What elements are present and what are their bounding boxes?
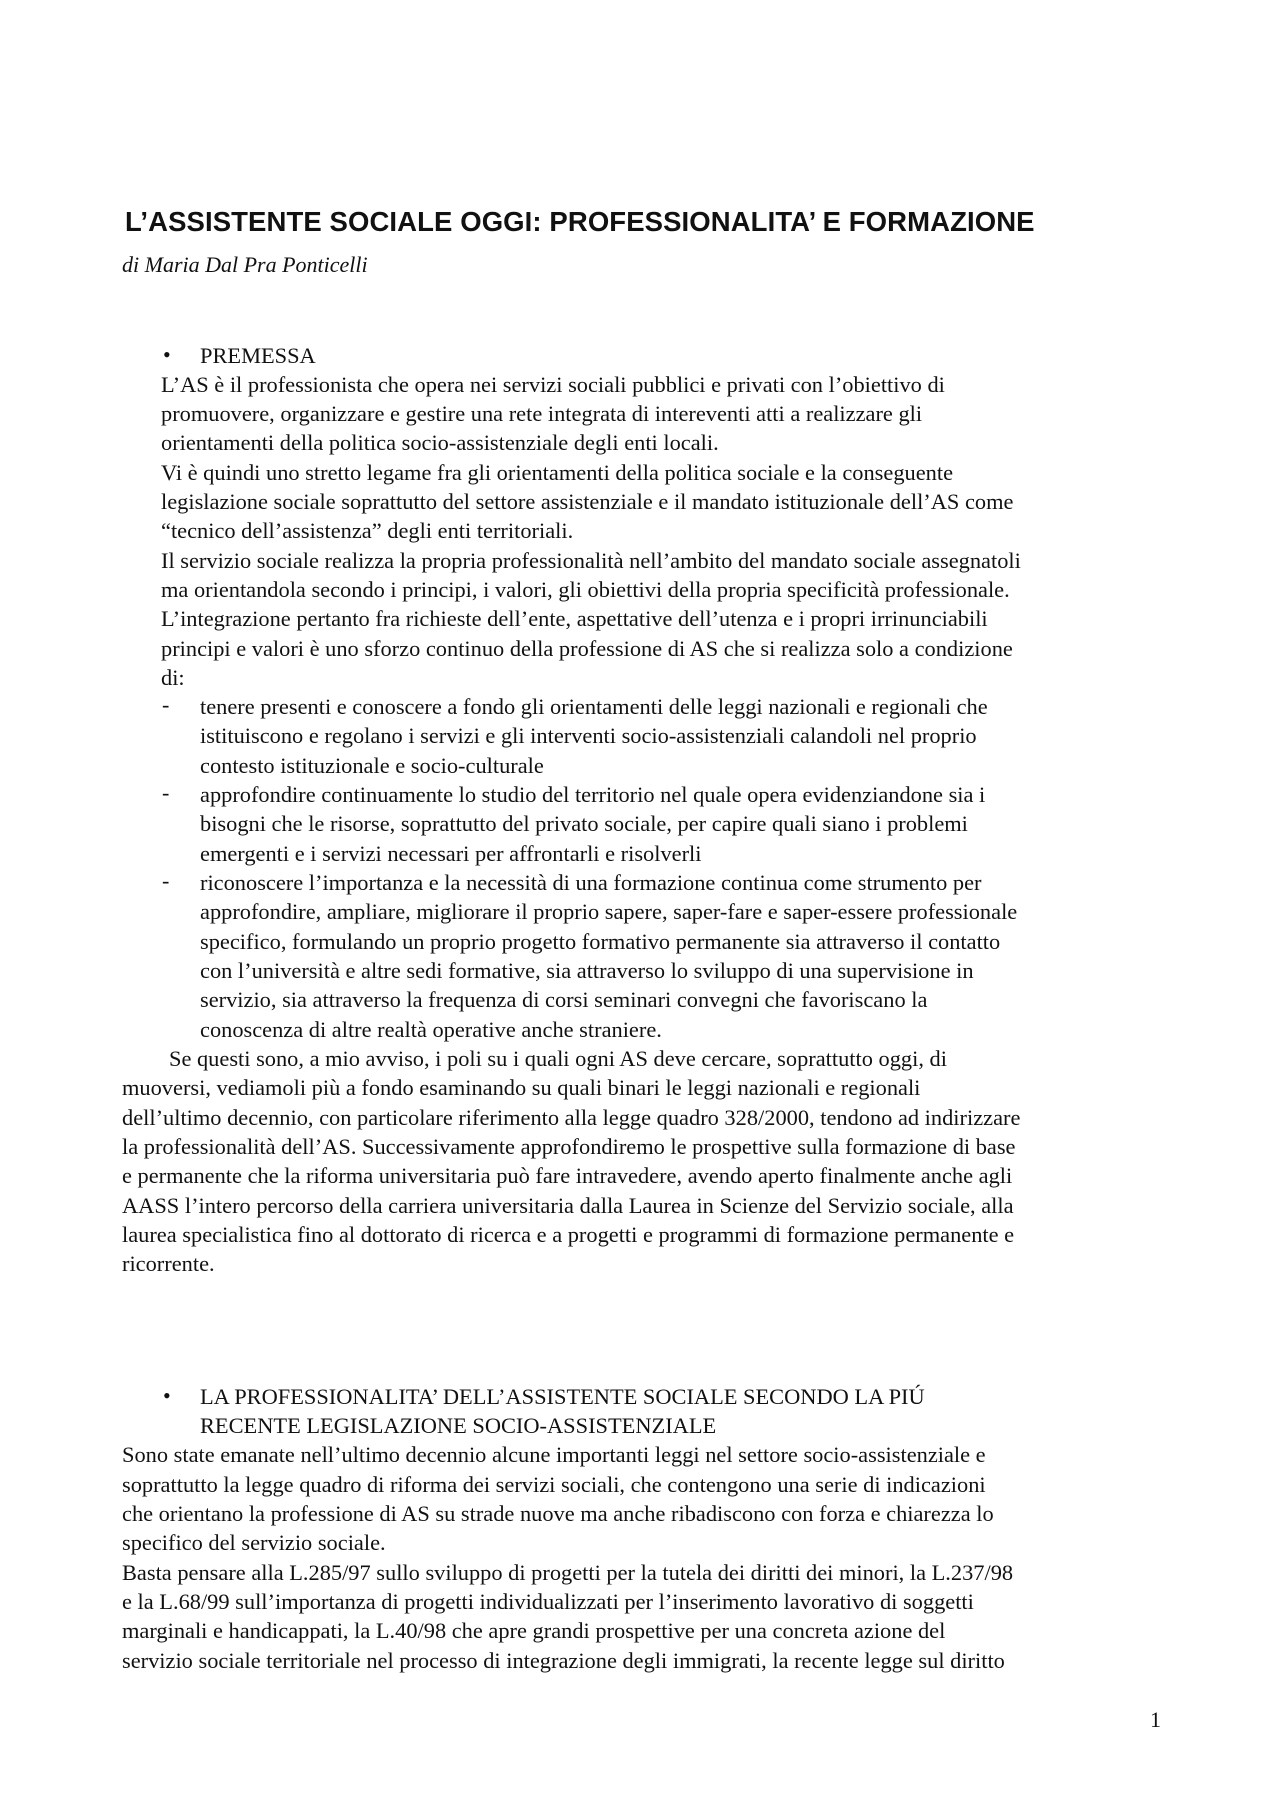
text-line: laurea specialistica fino al dottorato di ricerca e a progetti e programmi di formazione permanente e bbox=[122, 1222, 1015, 1247]
text-line: ma orientandola secondo i principi, i valori, gli obiettivi della propria specificità professionale. bbox=[161, 577, 1010, 602]
text-line: L’integrazione pertanto fra richieste dell’ente, aspettative dell’utenza e i propri irrinunciabili bbox=[161, 606, 988, 631]
section2-heading-line: LA PROFESSIONALITA’ DELL’ASSISTENTE SOCIALE SECONDO LA PIÚ bbox=[200, 1384, 925, 1409]
list-dash: - bbox=[162, 692, 170, 717]
text-line: Sono state emanate nell’ultimo decennio alcune importanti leggi nel settore socio-assistenziale e bbox=[122, 1442, 986, 1467]
list-item-line: approfondire continuamente lo studio del territorio nel quale opera evidenziandone sia i bbox=[200, 782, 986, 807]
list-item-line: istituiscono e regolano i servizi e gli interventi socio-assistenziali calandoli nel proprio bbox=[200, 723, 977, 748]
text-line: la professionalità dell’AS. Successivamente approfondiremo le prospettive sulla formazione di base bbox=[122, 1134, 1016, 1159]
text-line: ricorrente. bbox=[122, 1251, 215, 1276]
text-line: Basta pensare alla L.285/97 sullo sviluppo di progetti per la tutela dei diritti dei minori, la L.237/98 bbox=[122, 1560, 1014, 1585]
section1-bullet: • bbox=[163, 342, 171, 367]
section2-heading-line: RECENTE LEGISLAZIONE SOCIO-ASSISTENZIALE bbox=[200, 1413, 717, 1438]
list-dash: - bbox=[162, 868, 170, 893]
list-item-line: approfondire, ampliare, migliorare il proprio sapere, saper-fare e saper-essere professionale bbox=[200, 899, 1018, 924]
list-dash: - bbox=[162, 780, 170, 805]
text-line: principi e valori è uno sforzo continuo della professione di AS che si realizza solo a condizione bbox=[161, 636, 1013, 661]
document-author: di Maria Dal Pra Ponticelli bbox=[122, 252, 368, 277]
section2-bullet: • bbox=[163, 1383, 171, 1408]
text-line: specifico del servizio sociale. bbox=[122, 1530, 386, 1555]
document-title: L’ASSISTENTE SOCIALE OGGI: PROFESSIONALITA’ E FORMAZIONE bbox=[125, 206, 1035, 237]
text-line: Se questi sono, a mio avviso, i poli su i quali ogni AS deve cercare, soprattutto oggi, di bbox=[169, 1046, 947, 1071]
text-line: dell’ultimo decennio, con particolare riferimento alla legge quadro 328/2000, tendono ad indirizzare bbox=[122, 1105, 1021, 1130]
text-line: Il servizio sociale realizza la propria professionalità nell’ambito del mandato sociale assegnatoli bbox=[161, 548, 1021, 573]
list-item-line: con l’università e altre sedi formative, sia attraverso lo sviluppo di una supervisione in bbox=[200, 958, 974, 983]
text-line: “tecnico dell’assistenza” degli enti territoriali. bbox=[161, 518, 574, 543]
list-item-line: servizio, sia attraverso la frequenza di corsi seminari convegni che favoriscano la bbox=[200, 987, 928, 1012]
list-item-line: contesto istituzionale e socio-culturale bbox=[200, 753, 544, 778]
section1-heading: PREMESSA bbox=[200, 343, 316, 368]
text-line: AASS l’intero percorso della carriera universitaria dalla Laurea in Scienze del Servizio sociale, alla bbox=[122, 1193, 1014, 1218]
text-line: legislazione sociale soprattutto del settore assistenziale e il mandato istituzionale dell’AS come bbox=[161, 489, 1014, 514]
text-line: e permanente che la riforma universitaria può fare intravedere, avendo aperto finalmente anche agli bbox=[122, 1163, 1013, 1188]
text-line: orientamenti della politica socio-assistenziale degli enti locali. bbox=[161, 430, 719, 455]
text-line: che orientano la professione di AS su strade nuove ma anche ribadiscono con forza e chiarezza lo bbox=[122, 1501, 994, 1526]
page-number: 1 bbox=[1150, 1707, 1161, 1732]
text-line: L’AS è il professionista che opera nei servizi sociali pubblici e privati con l’obiettivo di bbox=[161, 372, 945, 397]
text-line: soprattutto la legge quadro di riforma dei servizi sociali, che contengono una serie di indicazioni bbox=[122, 1472, 986, 1497]
list-item-line: bisogni che le risorse, soprattutto del privato sociale, per capire quali siano i problemi bbox=[200, 811, 968, 836]
text-line: promuovere, organizzare e gestire una rete integrata di intereventi atti a realizzare gli bbox=[161, 401, 923, 426]
list-item-line: specifico, formulando un proprio progetto formativo permanente sia attraverso il contatto bbox=[200, 929, 1001, 954]
text-line: e la L.68/99 sull’importanza di progetti individualizzati per l’inserimento lavorativo di soggetti bbox=[122, 1589, 974, 1614]
text-line: muoversi, vediamoli più a fondo esaminando su quali binari le leggi nazionali e regionali bbox=[122, 1075, 921, 1100]
list-item-line: riconoscere l’importanza e la necessità di una formazione continua come strumento per bbox=[200, 870, 982, 895]
list-item-line: emergenti e i servizi necessari per affrontarli e risolverli bbox=[200, 841, 702, 866]
text-line: Vi è quindi uno stretto legame fra gli orientamenti della politica sociale e la conseguente bbox=[161, 460, 954, 485]
text-line: di: bbox=[161, 665, 185, 690]
list-item-line: tenere presenti e conoscere a fondo gli orientamenti delle leggi nazionali e regionali che bbox=[200, 694, 988, 719]
list-item-line: conoscenza di altre realtà operative anche straniere. bbox=[200, 1017, 662, 1042]
text-line: marginali e handicappati, la L.40/98 che apre grandi prospettive per una concreta azione del bbox=[122, 1618, 946, 1643]
text-line: servizio sociale territoriale nel processo di integrazione degli immigrati, la recente legge sul diritto bbox=[122, 1648, 1005, 1673]
